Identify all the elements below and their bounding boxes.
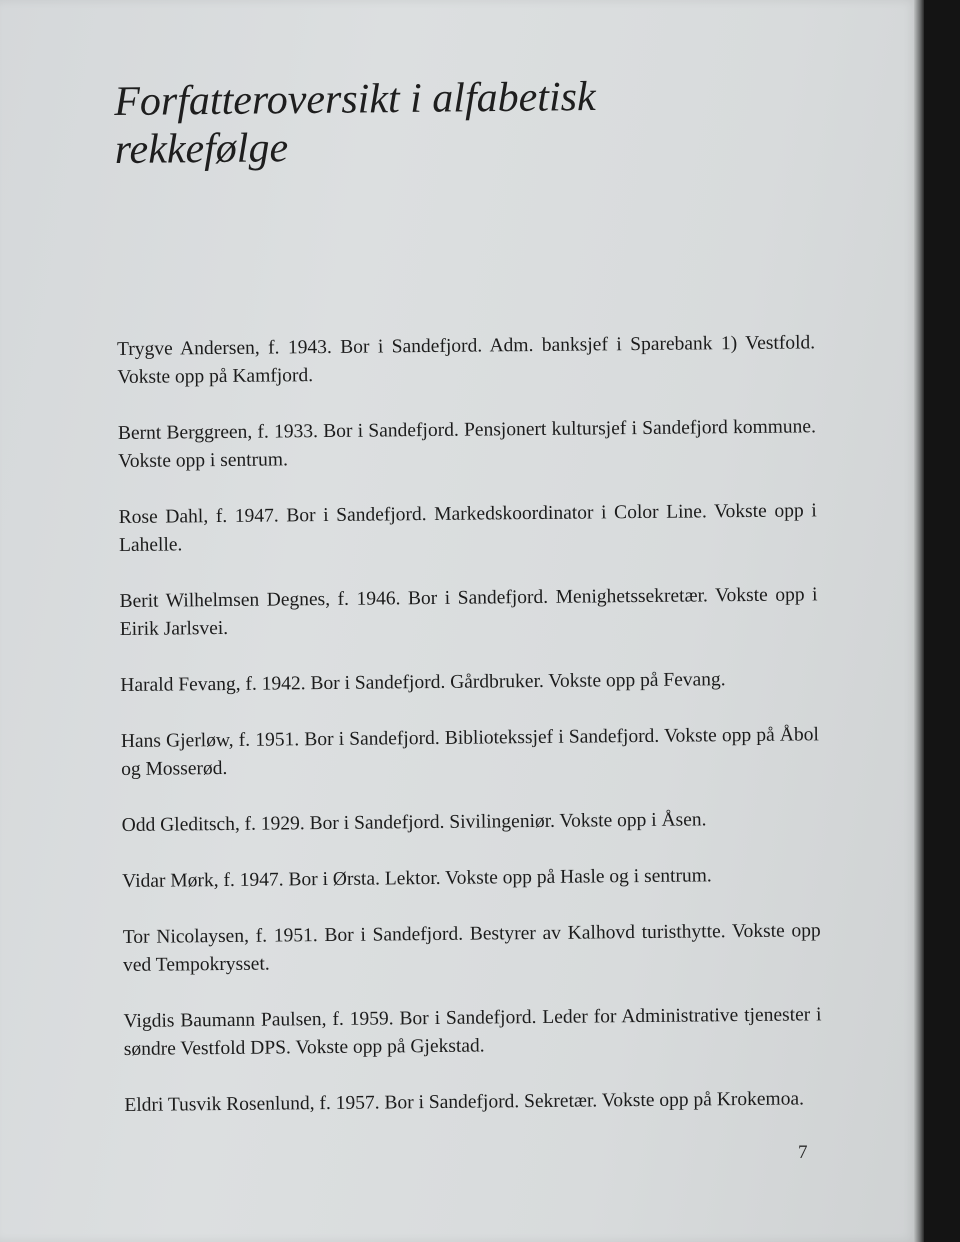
page-number: 7: [798, 1142, 808, 1163]
author-entry-paulsen: Vigdis Baumann Paulsen, f. 1959. Bor i Sandefjord. Leder for Administrative tjenester i søndre Vestfold DPS. Vokste opp på Gjekstad.: [123, 1004, 822, 1060]
author-entry-andersen: Trygve Andersen, f. 1943. Bor i Sandefjord. Adm. banksjef i Sparebank 1) Vestfold. Vokste opp på Kamfjord.: [117, 332, 816, 388]
author-entry-rosenlund: Eldri Tusvik Rosenlund, f. 1957. Bor i Sandefjord. Sekretær. Vokste opp på Krokemoa.: [124, 1088, 805, 1116]
page-title: Forfatteroversikt i alfabetisk rekkefølge: [114, 73, 596, 173]
author-entry-fevang: Harald Fevang, f. 1942. Bor i Sandefjord. Gårdbruker. Vokste opp på Fevang.: [120, 669, 726, 696]
author-list: [117, 329, 822, 1120]
author-entry-mork: Vidar Mørk, f. 1947. Bor i Ørsta. Lektor. Vokste opp på Hasle og i sentrum.: [122, 865, 712, 892]
author-entry-degnes: Berit Wilhelmsen Degnes, f. 1946. Bor i Sandefjord. Menighetssekretær. Vokste opp i Eirik Jarlsvei.: [119, 584, 818, 640]
author-entry-gleditsch: Odd Gleditsch, f. 1929. Bor i Sandefjord. Sivilingeniør. Vokste opp i Åsen.: [121, 809, 707, 836]
author-entry-gjerlow: Hans Gjerløw, f. 1951. Bor i Sandefjord. Bibliotekssjef i Sandefjord. Vokste opp på Åbol og Mosserød.: [120, 724, 819, 780]
page-edge: [914, 0, 924, 1242]
author-entry-nicolaysen: Tor Nicolaysen, f. 1951. Bor i Sandefjord. Bestyrer av Kalhovd turisthytte. Vokste opp ved Tempokrysset.: [122, 920, 821, 976]
author-entry-dahl: Rose Dahl, f. 1947. Bor i Sandefjord. Markedskoordinator i Color Line. Vokste opp i Lahelle.: [118, 500, 817, 556]
author-entry-berggreen: Bernt Berggreen, f. 1933. Bor i Sandefjord. Pensjonert kultursjef i Sandefjord kommune. Vokste opp i sentrum.: [117, 416, 817, 472]
